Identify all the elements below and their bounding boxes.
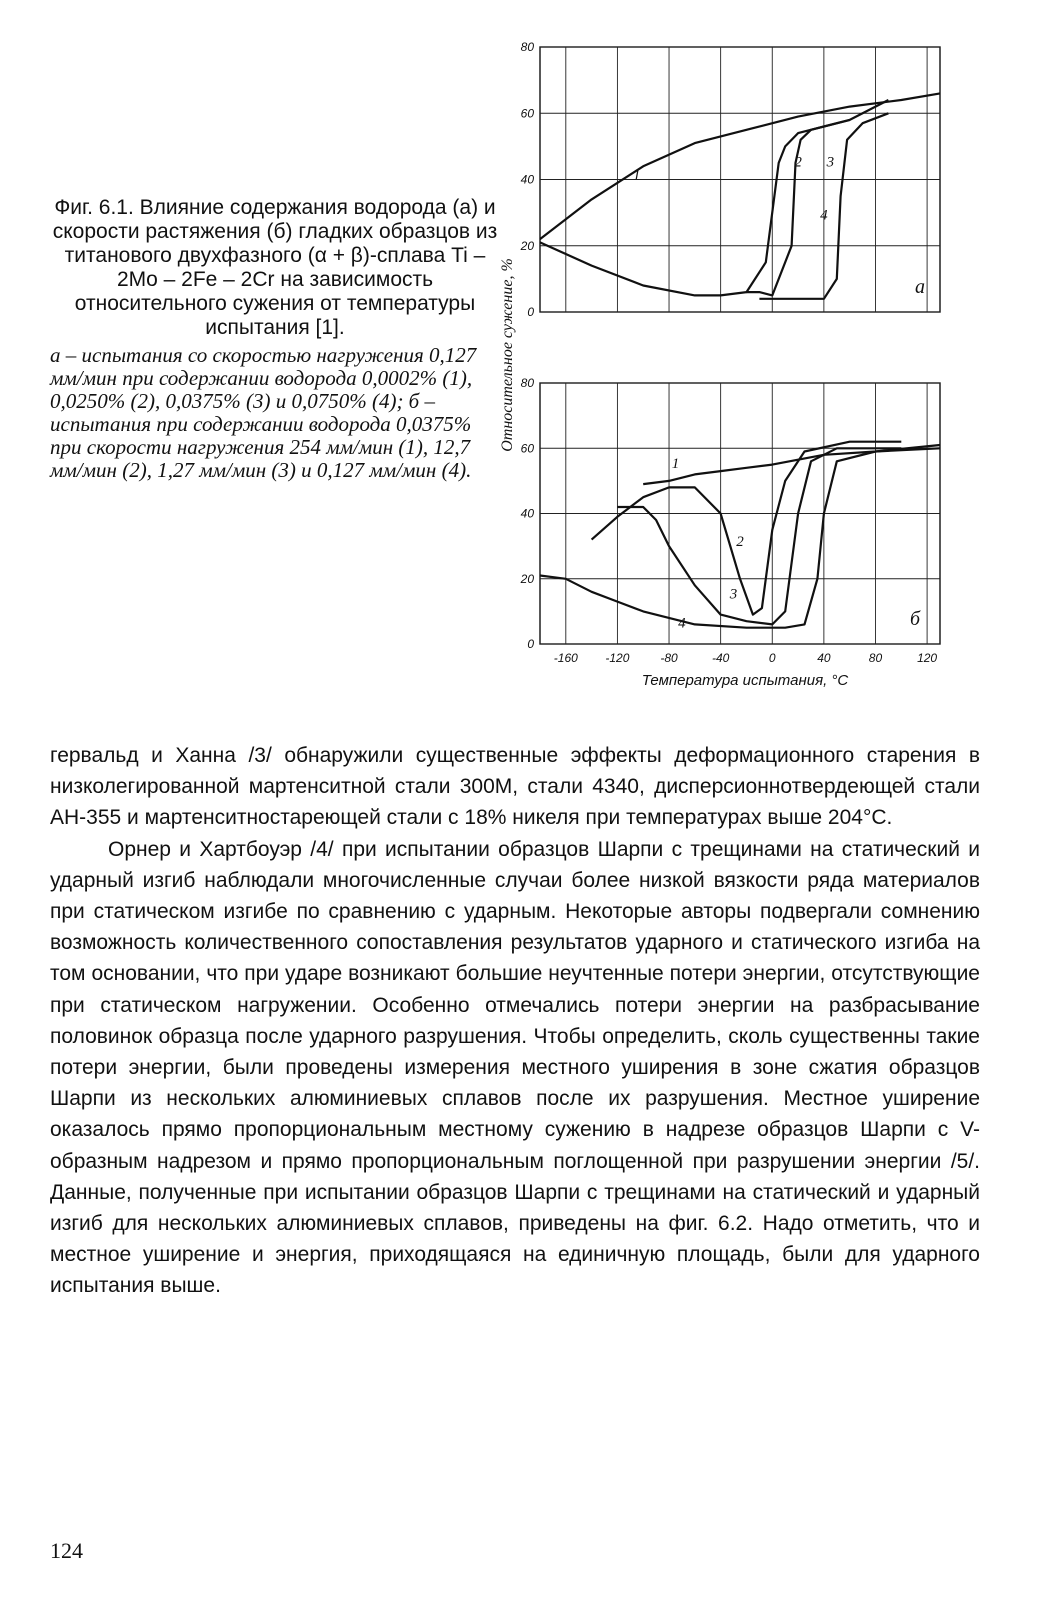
caption-title: Фиг. 6.1. Влияние содержания водорода (а) и скорости растяжения (б) гладких образцов из титанового двухфазного (α + β)-сплава Ti – 2Mo – 2Fe – 2Cr на зависимость относительного сужения от температуры испытания [1]. xyxy=(52,196,498,339)
panel-b-plot xyxy=(520,376,940,665)
x-tick-label: 80 xyxy=(868,651,883,665)
panel-a-plot xyxy=(520,40,940,319)
y-axis-label: Относительное сужение, % xyxy=(499,258,516,452)
curve-label: 3 xyxy=(826,154,835,171)
figure-6-1 xyxy=(490,35,1030,705)
x-tick-label: -120 xyxy=(605,651,630,665)
y-tick-label: 80 xyxy=(520,40,534,54)
body-paragraph: Орнер и Хартбоуэр /4/ при испытании образцов Шарпи с трещинами на статический и ударный изгиб наблюдали многочисленные случаи более низкой вязкости ряда материалов при статическом изгибе по сравнению с ударным. Некоторые авторы подвергали сомнению возможность количественного сопоставления результатов ударного и статического изгиба на том основании, что при ударе возникают большие неучтенные потери энергии, отсутствующие при статическом нагружении. Особенно отмечались потери энергии на разбрасывание половинок образца после ударного разрушения. Чтобы определить, сколь существенны такие потери энергии, были проведены измерения местного уширения в зоне сжатия образцов Шарпи из нескольких алюминиевых сплавов после их разрушения. Местное уширение оказалось прямо пропорциональным местному сужению в надрезе образцов Шарпи с V-образным надрезом и прямо пропорциональным поглощенной при разрушении энергии /5/. Данные, полученные при испытании образцов Шарпи с трещинами на статический и ударный изгиб для нескольких алюминиевых сплавов, приведены на фиг. 6.2. Надо отметить, что и местное уширение и энергия, приходящаяся на единичную площадь, были для ударного испытания выше. xyxy=(50,837,980,1298)
series-line-1 xyxy=(540,93,940,239)
curve-label: 2 xyxy=(736,534,744,551)
figure-caption xyxy=(50,196,500,482)
curve-label: 3 xyxy=(729,586,738,603)
y-tick-label: 60 xyxy=(520,441,534,456)
x-tick-label: -40 xyxy=(711,651,730,665)
y-tick-label: 20 xyxy=(520,238,534,253)
y-tick-label: 40 xyxy=(520,172,534,187)
panel-label: б xyxy=(909,608,921,630)
caption-description: а – испытания со скоростью нагружения 0,127 мм/мин при содержании водорода 0,0002% (1), 0,0250% (2), 0,0375% (3) и 0,0750% (4); б – испытания при содержании водорода 0,0375% при скорости нагружения 254 мм/мин (1), 12,7 мм/мин (2), 1,27 мм/мин (3) и 0,127 мм/мин (4). xyxy=(50,343,477,482)
body-paragraph: гервальд и Ханна /3/ обнаружили существенные эффекты деформационного старения в низколегированной мартенситной стали 300М, стали 4340, дисперсионнотвердеющей стали АН-355 и мартенситностареющей стали с 18% никеля при температурах выше 204°С. xyxy=(50,744,980,830)
series-line-3 xyxy=(617,448,901,624)
series-line-3 xyxy=(747,100,889,295)
x-tick-label: -160 xyxy=(553,651,578,665)
body-text xyxy=(50,740,980,1302)
y-tick-label: 0 xyxy=(527,305,534,319)
x-tick-label: -80 xyxy=(660,651,678,665)
y-tick-label: 60 xyxy=(520,106,534,121)
panel-label: а xyxy=(915,276,925,298)
y-tick-label: 40 xyxy=(520,506,534,521)
y-tick-label: 80 xyxy=(520,376,534,390)
curve-label: 1 xyxy=(671,455,680,472)
curve-label: 2 xyxy=(794,154,802,171)
axis-common xyxy=(499,258,848,689)
y-tick-label: 20 xyxy=(520,571,534,586)
y-tick-label: 0 xyxy=(527,637,534,651)
curve-label: 4 xyxy=(820,207,828,224)
series-line-2 xyxy=(540,120,850,296)
x-tick-label: 120 xyxy=(917,651,938,665)
x-tick-label: 0 xyxy=(768,651,776,665)
x-axis-label: Температура испытания, °C xyxy=(641,672,849,689)
curve-label: 4 xyxy=(678,615,686,632)
page-number: 124 xyxy=(50,1538,83,1563)
x-tick-label: 40 xyxy=(817,651,831,665)
curve-label: 1 xyxy=(633,167,641,184)
